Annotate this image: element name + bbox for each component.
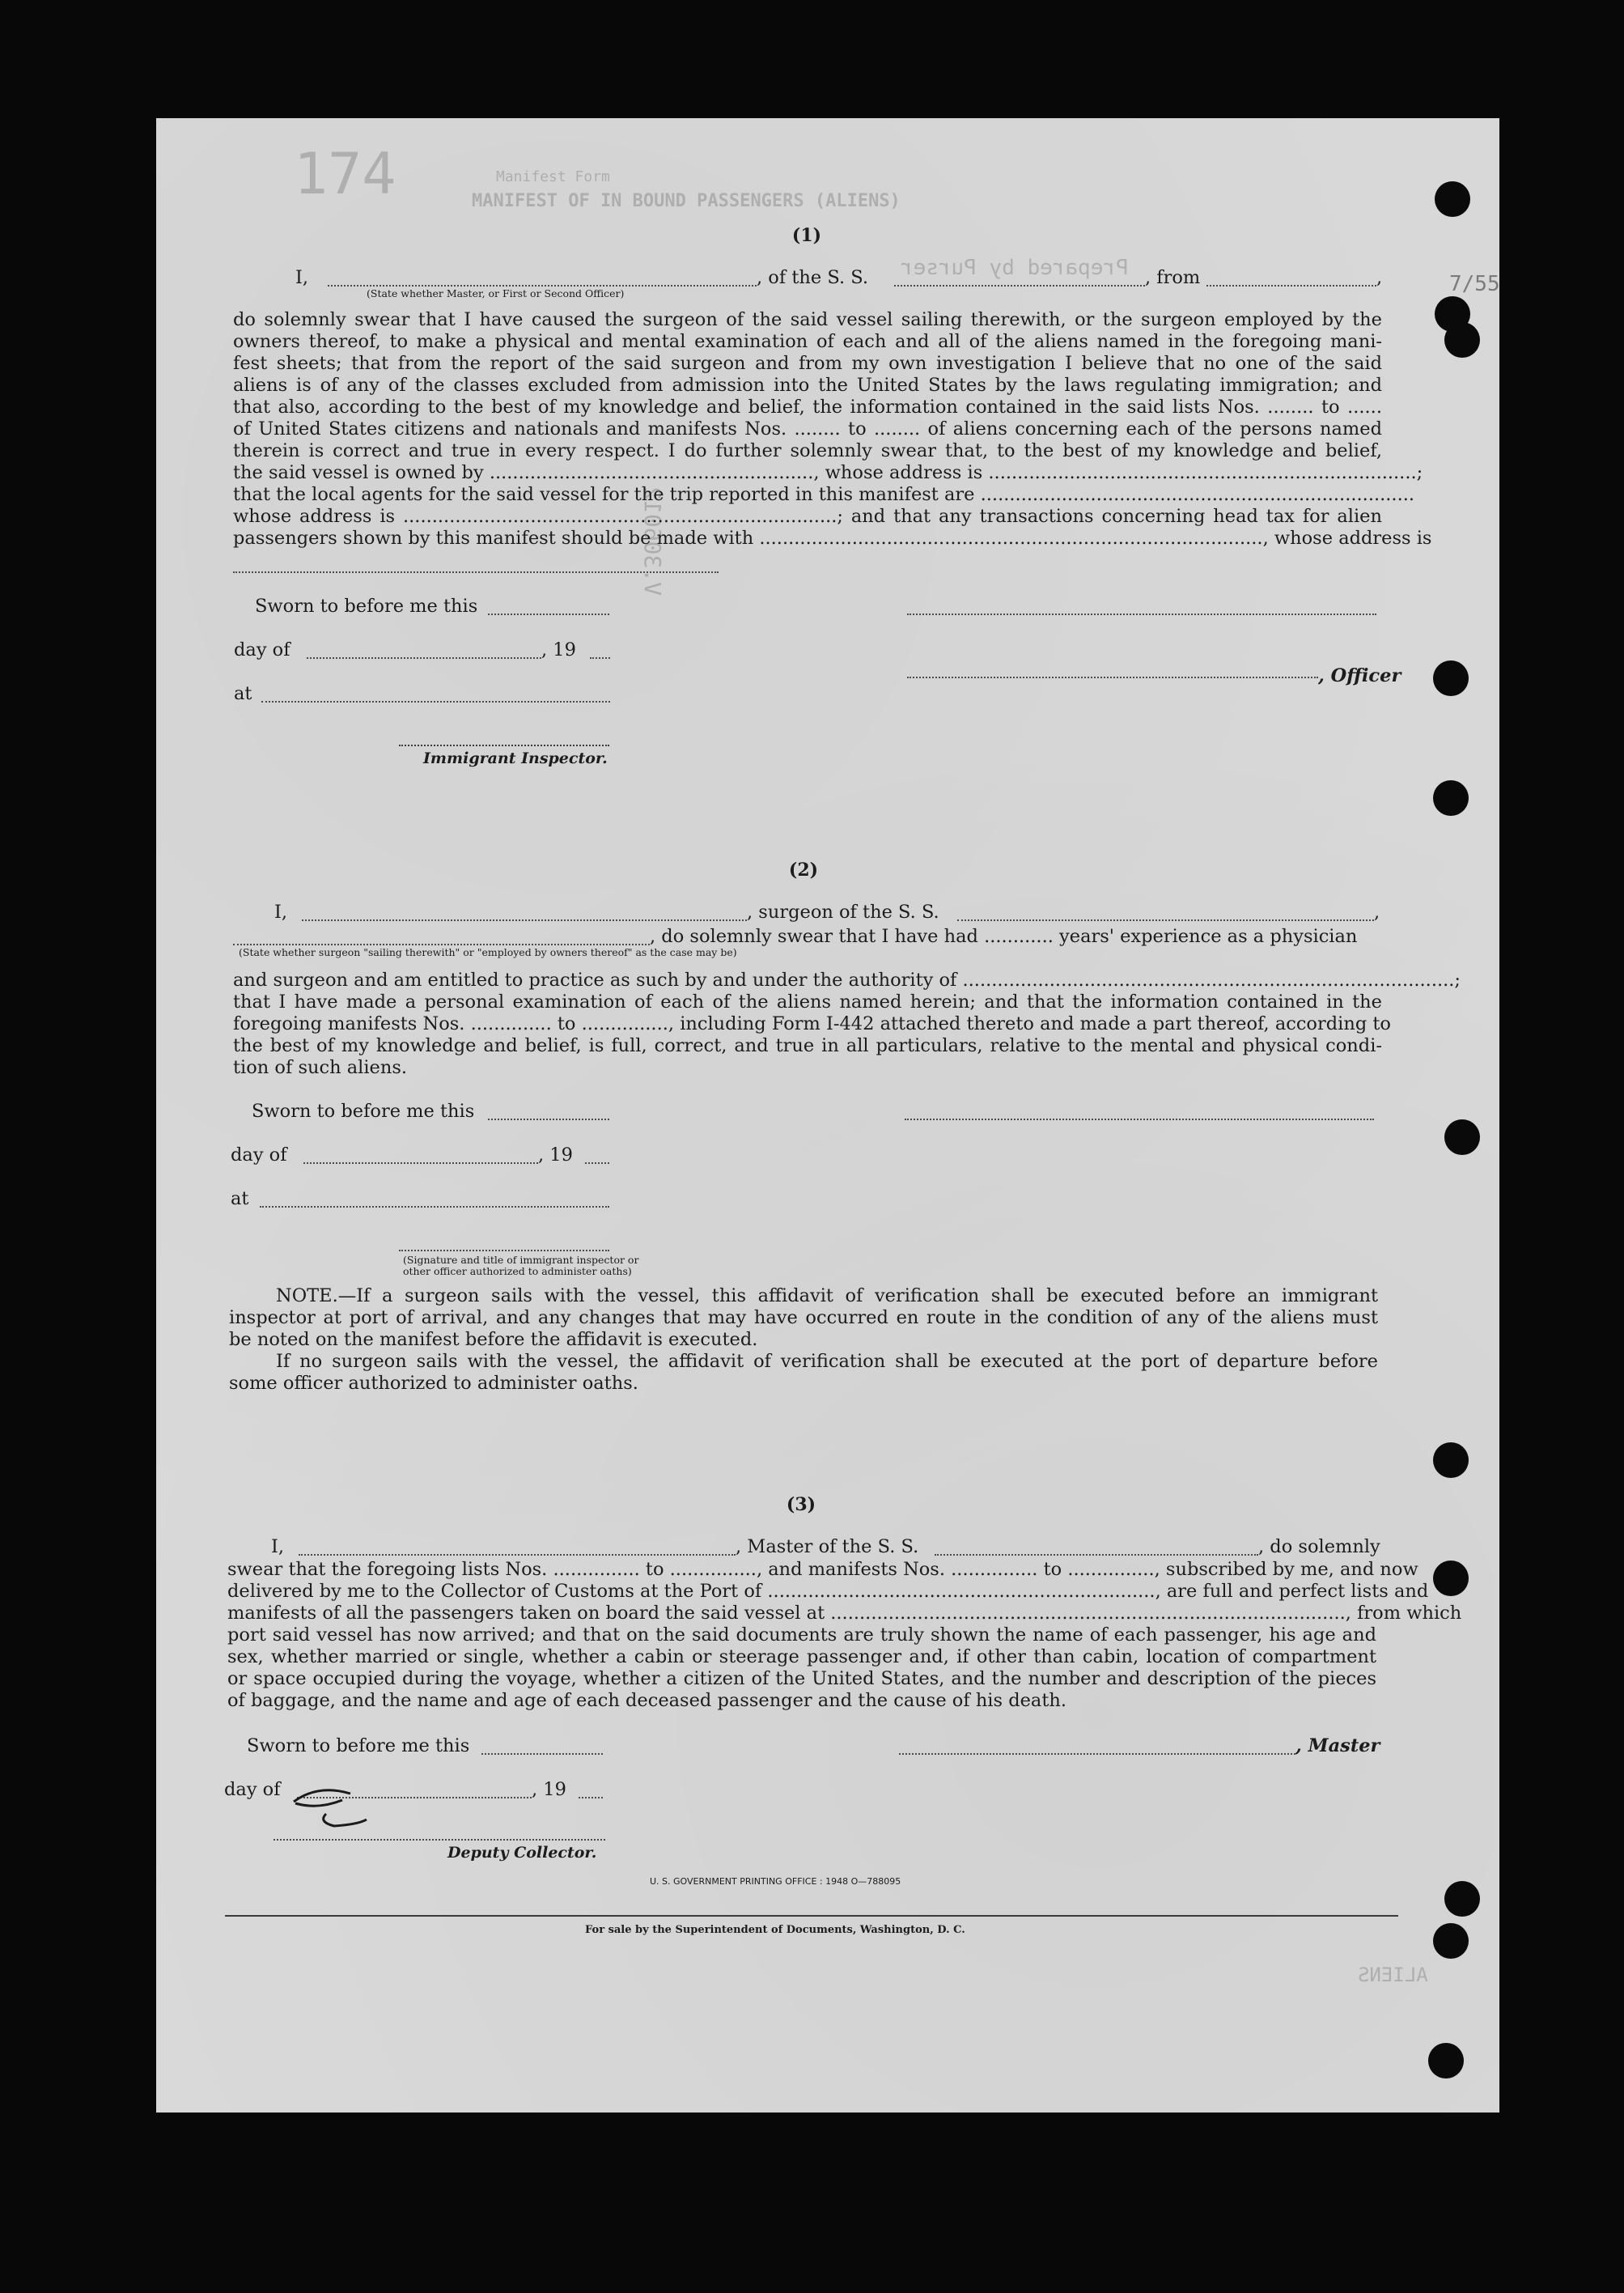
signature-caption-line-2: other officer authorized to administer oaths) (403, 1265, 632, 1277)
punch-hole (1435, 181, 1470, 217)
from-port-field[interactable] (1206, 285, 1376, 287)
surgeon-signature-line[interactable] (905, 1119, 1374, 1120)
punch-hole (1444, 322, 1480, 358)
section-1-heading: (1) (791, 225, 822, 246)
punch-hole (1428, 2043, 1464, 2079)
section-2-at-label: at (231, 1188, 249, 1209)
side-stamp: ALIENS (1358, 1964, 1428, 1986)
section-2-year-label: , 19 (538, 1144, 573, 1166)
deputy-collector-signature-line[interactable] (273, 1839, 605, 1841)
section-2-heading: (2) (788, 860, 819, 881)
manifest-form-page: 174 Manifest Form MANIFEST OF IN BOUND PASSENGERS (ALIENS) Prepared by Purser V.306012 ALIENS 7/55 (1) I, , of the S. S. , from , (State whether Master, or First or Second Officer) do solemnly swear that I have caused the surgeon of the said vessel sailing therewith, or the surgeon employed by the owners thereof, to make a physical and mental examination of each and all of the aliens named in the foregoing mani- fest sheets; that from the report of the said surgeon and from my own investigation I believe that no one of the said aliens is of any of the classes excluded from admission into the United States by the laws regulating immigration; and that also, according to the best of my knowledge and belief, the information contained in the said lists Nos. ........ to ...... of United States citizens and nationals and manifests Nos. ........ to ........ of aliens concerning each of the persons named therein is correct and true in every respect. I do further solemnly swear that, to the best of my knowledge and belief, the said vessel is owned by ........................................................, whose address is ..........................................................................; that the local agents for the said vessel for the trip reported in this manifest are ........................................................................... whose address is ...........................................................................; and that any transactions concerning head tax for alien passengers shown by this manifest should be made with ......................................................................................., whose address is Sworn to before me this day of , 19 at , Officer Immigrant Inspector. (2) I, , surgeon of the S. S. , , do solemnly swear that I have had ............ years' experience as a physician (State whether surgeon "sailing therewith" or "employed by owners thereof" as the case may be) and surgeon and am entitled to practice as such by and under the authority of .....................................................................................; that I have made a personal examination of each of the aliens named herein; and that the information contained in the foregoing manifests Nos. .............. to ..............., including Form I-442 attached thereto and made a part thereof, according to the best of my knowledge and belief, is full, correct, and true in all particulars, relative to the mental and physical condi- tion of such aliens. Sworn to before me this day of , 19 at (Signature and title of immigrant inspector or other officer authorized to administer oaths) NOTE.—If a surgeon sails with the vessel, this affidavit of verification shall be executed before an immigrant inspector at port of arrival, and any changes that may have occurred en route in the condition of any of the aliens must be noted on the manifest before the affidavit is executed. If no surgeon sails with the vessel, the affidavit of verification shall be executed at the port of departure before some officer authorized to administer oaths. (3) I, , Master of the S. S. , do solemnly swear that the foregoing lists Nos. ............... to ..............., and manifests Nos. ............... to ..............., subscribed by me, and now delivered by me to the Collector of Customs at the Port of ..................................................................., are full and perfect lists and manifests of all the passengers taken on board the said vessel at ........................................................................................., from which port said vessel has now arrived; and that on the said documents are truly shown the name of each passenger, his age and sex, whether married or single, whether a cabin or steerage passenger and, if other than cabin, location of compartment or space occupied during the voyage, whether a citizen of the United States, and the number and description of the pieces of baggage, and the name and age of each deceased passenger and the cause of his death. Sworn to before me this , Master day of , 19 Deputy Collector. U. S. GOVERNMENT PRINTING OFFICE : 1948 O—788095 For sale by the Superintendent of Documents, Washington, D. C. (156, 118, 1499, 2113)
immigrant-inspector-label: Immigrant Inspector. (423, 749, 608, 767)
prepared-by-bleed: Prepared by Purser (901, 256, 1129, 280)
section-3-year-field[interactable] (579, 1797, 603, 1798)
surgeon-swear-line: , do solemnly swear that I have had ............ years' experience as a physician (650, 926, 1358, 947)
master-rank-caption: (State whether Master, or First or Second Officer) (367, 287, 625, 299)
footer-rule (225, 1915, 1398, 1917)
section-3-day-of-label: day of (224, 1779, 281, 1800)
master-signature-line[interactable] (899, 1753, 1295, 1755)
section-2-affidavit-text: and surgeon and am entitled to practice as such by and under the authority of .....................................................................................; that I have made a personal examination of each of the aliens named herein; and that the information contained in the foregoing manifests Nos. .............. to ..............., including Form I-442 attached thereto and made a part thereof, according to the best of my knowledge and belief, is full, correct, and true in all particulars, relative to the mental and physical condi- tion of such aliens. (233, 970, 1461, 1078)
punch-hole (1433, 1923, 1469, 1959)
officer-label: , Officer (1318, 665, 1401, 686)
vessel-name-field[interactable] (894, 285, 1145, 287)
section-2-sworn-date-field[interactable] (488, 1119, 609, 1120)
section-3-year-label: , 19 (532, 1779, 566, 1800)
section-3-sworn-label: Sworn to before me this (247, 1735, 470, 1756)
section-2-sworn-label: Sworn to before me this (252, 1101, 475, 1122)
section-3-sworn-date-field[interactable] (481, 1753, 603, 1755)
punch-hole (1433, 1442, 1469, 1478)
section-1-day-of-label: day of (234, 639, 290, 660)
officer-signature-line[interactable] (907, 677, 1318, 678)
section-1-place-field[interactable] (261, 701, 610, 703)
punch-hole (1433, 1561, 1469, 1596)
section-1-affidavit-text: do solemnly swear that I have caused the surgeon of the said vessel sailing therewith, or the surgeon employed by the owners thereof, to make a physical and mental examination of each and all of the aliens named in the foregoing mani- fest sheets; that from the report of the said surgeon and from my own investigation I believe that no one of the said aliens is of any of the classes excluded from admission into the United States by the laws regulating immigration; and that also, according to the best of my knowledge and belief, the information contained in the said lists Nos. ........ to ...... of United States citizens and nationals and manifests Nos. ........ to ........ of aliens concerning each of the persons named therein is correct and true in every respect. I do further solemnly swear that, to the best of my knowledge and belief, the said vessel is owned by ........................................................, whose address is ..........................................................................; that the local agents for the said vessel for the trip reported in this manifest are ........................................................................... whose address is ...........................................................................; and that any transactions concerning head tax for alien passengers shown by this manifest should be made with ......................................................................................., whose address is (233, 309, 1432, 549)
section-2-year-field[interactable] (585, 1162, 609, 1164)
manifest-form-number: Manifest Form (496, 168, 610, 185)
inspector-signature-line-2[interactable] (399, 1250, 609, 1251)
section-1-year-field[interactable] (590, 657, 610, 659)
inspector-signature-line[interactable] (399, 745, 609, 746)
surgeon-status-field[interactable] (233, 944, 650, 945)
from-label: , from (1145, 267, 1201, 288)
master-name-field[interactable] (328, 285, 757, 287)
section-2-month-field[interactable] (303, 1162, 538, 1164)
section-3-i-label: I, (271, 1536, 285, 1557)
section-2-place-field[interactable] (260, 1206, 609, 1208)
master-of-ss-label: , Master of the S. S. (736, 1536, 919, 1557)
surgeon-note-text: NOTE.—If a surgeon sails with the vessel, this affidavit of verification shall be executed before an immigrant inspector at port of arrival, and any changes that may have occurred en route in the condition of any of the aliens must be noted on the manifest before the affidavit is executed. If no surgeon sails with the vessel, the affidavit of verification shall be executed at the port of departure before some officer authorized to administer oaths. (229, 1285, 1378, 1394)
master-vessel-field[interactable] (935, 1554, 1258, 1556)
section-1-sworn-label: Sworn to before me this (255, 596, 478, 617)
officer-signature-line-top[interactable] (907, 614, 1376, 615)
margin-mark: 7/55 (1449, 272, 1500, 296)
handwritten-mark (286, 1777, 399, 1842)
owner-address-continuation[interactable] (233, 571, 719, 573)
punch-hole (1444, 1119, 1480, 1155)
surgeon-of-ss-label: , surgeon of the S. S. (747, 902, 939, 923)
deputy-collector-label: Deputy Collector. (447, 1844, 597, 1862)
section-1-i-label: I, (295, 267, 309, 288)
punch-hole (1433, 780, 1469, 816)
section-1-sworn-date-field[interactable] (488, 614, 609, 615)
section-3-heading: (3) (786, 1494, 816, 1515)
surgeon-name-field[interactable] (302, 919, 747, 921)
section-1-at-label: at (234, 683, 252, 704)
gpo-imprint: U. S. GOVERNMENT PRINTING OFFICE : 1948 O—788095 (650, 1876, 901, 1887)
master-name-field-3[interactable] (299, 1554, 736, 1556)
section-3-affidavit-text: swear that the foregoing lists Nos. ............... to ..............., and manifests Nos. ............... to ..............., subscribed by me, and now delivered by me to the Collector of Customs at the Port of ..................................................................., are full and perfect lists and manifests of all the passengers taken on board the said vessel at ........................................................................................., from which port said vessel has now arrived; and that on the said documents are truly shown the name of each passenger, his age and sex, whether married or single, whether a cabin or steerage passenger and, if other than cabin, location of compartment or space occupied during the voyage, whether a citizen of the United States, and the number and description of the pieces of baggage, and the name and age of each deceased passenger and the cause of his death. (227, 1559, 1462, 1711)
surgeon-status-caption: (State whether surgeon "sailing therewith" or "employed by owners thereof" as the case may be) (239, 946, 737, 958)
of-ss-label: , of the S. S. (757, 267, 869, 288)
manifest-title-bleed: MANIFEST OF IN BOUND PASSENGERS (ALIENS) (472, 191, 901, 211)
stamp-code-bleed: V.306012 (639, 486, 666, 596)
master-label: , Master (1295, 1735, 1380, 1756)
section-1-year-label: , 19 (541, 639, 576, 660)
page-number-stamp: 174 (294, 141, 396, 207)
do-solemnly-label: , do solemnly (1258, 1536, 1380, 1557)
section-1-month-field[interactable] (307, 657, 541, 659)
section-2-i-label: I, (274, 902, 288, 923)
punch-hole (1444, 1881, 1480, 1917)
surgeon-vessel-field[interactable] (957, 919, 1374, 921)
for-sale-notice: For sale by the Superintendent of Documents, Washington, D. C. (585, 1924, 965, 1936)
section-2-day-of-label: day of (231, 1144, 287, 1166)
punch-hole (1433, 660, 1469, 696)
signature-caption-line-1: (Signature and title of immigrant inspector or (403, 1254, 639, 1266)
